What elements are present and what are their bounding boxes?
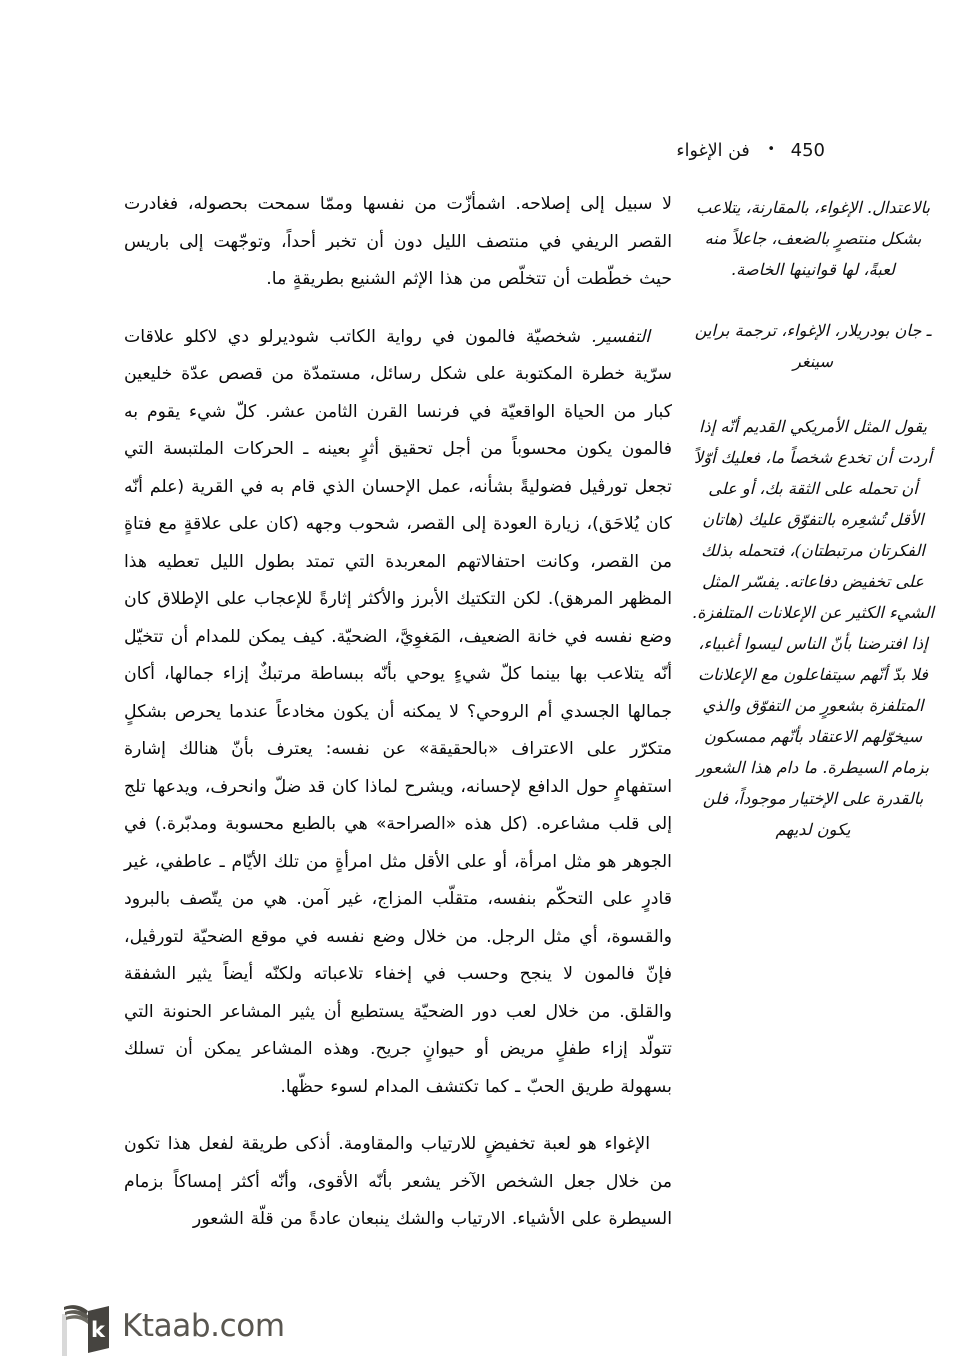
margin-quote-attribution: ـ جان بودريلار، الإغواء، ترجمة براين سينغر [694,321,932,371]
header-separator-dot: • [767,142,776,157]
book-title: فن الإغواء [676,141,750,161]
running-header [525,140,825,161]
page-number: 450 [790,140,825,161]
watermark-site-name: Ktaab.com [122,1307,285,1344]
watermark [62,1298,285,1354]
emphasis-term: التفسير. [591,326,650,347]
margin-note-column [689,192,937,845]
body-paragraph: الإغواء هو لعبة تخفيضٍ للارتياب والمقاومة. أذكى طريقة لفعل هذا تكون من خلال جعل الشخص الآخر يشعر بأنّه الأقوى، وأنّه أكثر إمساكاً بزمام السيطرة على الأشياء. الارتياب والشك ينبعان عادةً من قلّة الشعور [124,1134,672,1229]
svg-text:k: k [91,1318,105,1342]
margin-quote: بالاعتدال. الإغواء، بالمقارنة، يتلاعب بشكل منتصرٍ بالضعف، جاعلاً منه لعبةً، لها قوانينها الخاصة. [695,198,931,279]
body-paragraph-text: شخصيّة فالمون في رواية الكاتب شوديرلو دي لاكلو علاقات سرّية خطرة المكتوبة على شكل رسائل، مستمدّة من قصص عدّة خليعين كبار من الحياة الواقعيّة في فرنسا القرن الثامن عشر. كلّ شيء يقوم به فالمون يكون محسوباً من أجل تحقيق أثرٍ بعينه ـ الحركات الملتبسة التي تجعل تورڤيل فضوليةً بشأنه، عمل الإحسان الذي قام به في القرية (علم أنّه كان يُلاحَق)، زيارة العودة إلى القصر، شحوب وجهه (كان على علاقةٍ مع فتاةٍ من القصر، وكانت احتفالاتهم المعربدة التي تمتد بطول الليل تعطيه هذا المظهر المرهق). لكن التكتيك الأبرز والأكثر إثارةً للإعجاب على الإطلاق كان وضع نفسه في خانة الضعيف، المَغوِيَّ، الضحيّة. كيف يمكن للمدام أن تتخيّل أنّه يتلاعب بها بينما كلّ شيءٍ يوحي بأنّه ببساطة مرتبكٌ إزاء جمالها، أكان جمالها الجسدي أم الروحي؟ لا يمكنه أن يكون مخادعاً عندما يحرص بشكلٍ متكرّر على الاعتراف «بالحقيقة» عن نفسه: يعترف بأنّ هنالك إشارة استفهامٍ حول الدافع لإحسانه، ويشرح لماذا كان قد ضلّ وانحرف، ويدعها تلج إلى قلب مشاعره. (كل هذه «الصراحة» هي بالطبع محسوبة ومدبّرة.) في الجوهر هو مثل امرأة، أو على الأقل مثل امرأةٍ من تلك الأيّام ـ عاطفي، غير قادرٍ على التحكّم بنفسه، متقلّب المزاج، غير آمن. هي من يتّصف بالبرود والقسوة، أي مثل الرجل. من خلال وضع نفسه في موقع الضحيّة لتورڤيل، فإنّ فالمون لا ينجح وحسب في إخفاء تلاعباته ولكنّه أيضاً يثير الشفقة والقلق. من خلال لعب دور الضحيّة يستطيع أن يثير المشاعر الحنونة التي تتولّد إزاء طفلٍ مريض أو حيوانٍ جريح. وهذه المشاعر يمكن أن تسلك بسهولة طريق الحبّ ـ كما تكتشف المدام لسوء حظّها. [124,326,672,1097]
main-text-column [124,186,672,1259]
body-paragraph: لا سبيل إلى إصلاحه. اشمأزّت من نفسها وممّا سمحت بحصوله، فغادرت القصر الريفي في منتصف الليل دون أن تخبر أحداً، وتوجّهت إلى باريس حيث خطّطت أن تتخلّص من هذا الإثم الشنيع بطريقةٍ ما. [124,194,672,289]
ktaab-book-icon [62,1298,114,1354]
body-paragraph-interpretation [124,319,672,1107]
margin-note-body: يقول المثل الأمريكي القديم أنّه إذا أردت أن تخدع شخصاً ما، فعليك أوّلاً أن تحمله على الثقة بك، أو على الأقل تُشعِره بالتفوّق عليك (هاتان الفكرتان مرتبطتان)، فتحمله بذلك على تخفيض دفاعاته. يفسّر المثل الشيء الكثير عن الإعلانات المتلفزة. إذا افترضنا بأنّ الناس ليسوا أغبياء، فلا بدّ أنّهم سيتفاعلون مع الإعلانات المتلفزة بشعورٍ من التفوّق والذي سيخوّلهم الاعتقاد بأنّهم ممسكون بزمام السيطرة. ما دام هذا الشعور بالقدرة على الإختيار موجوداً، فلن يكون لديهم [691,417,935,839]
